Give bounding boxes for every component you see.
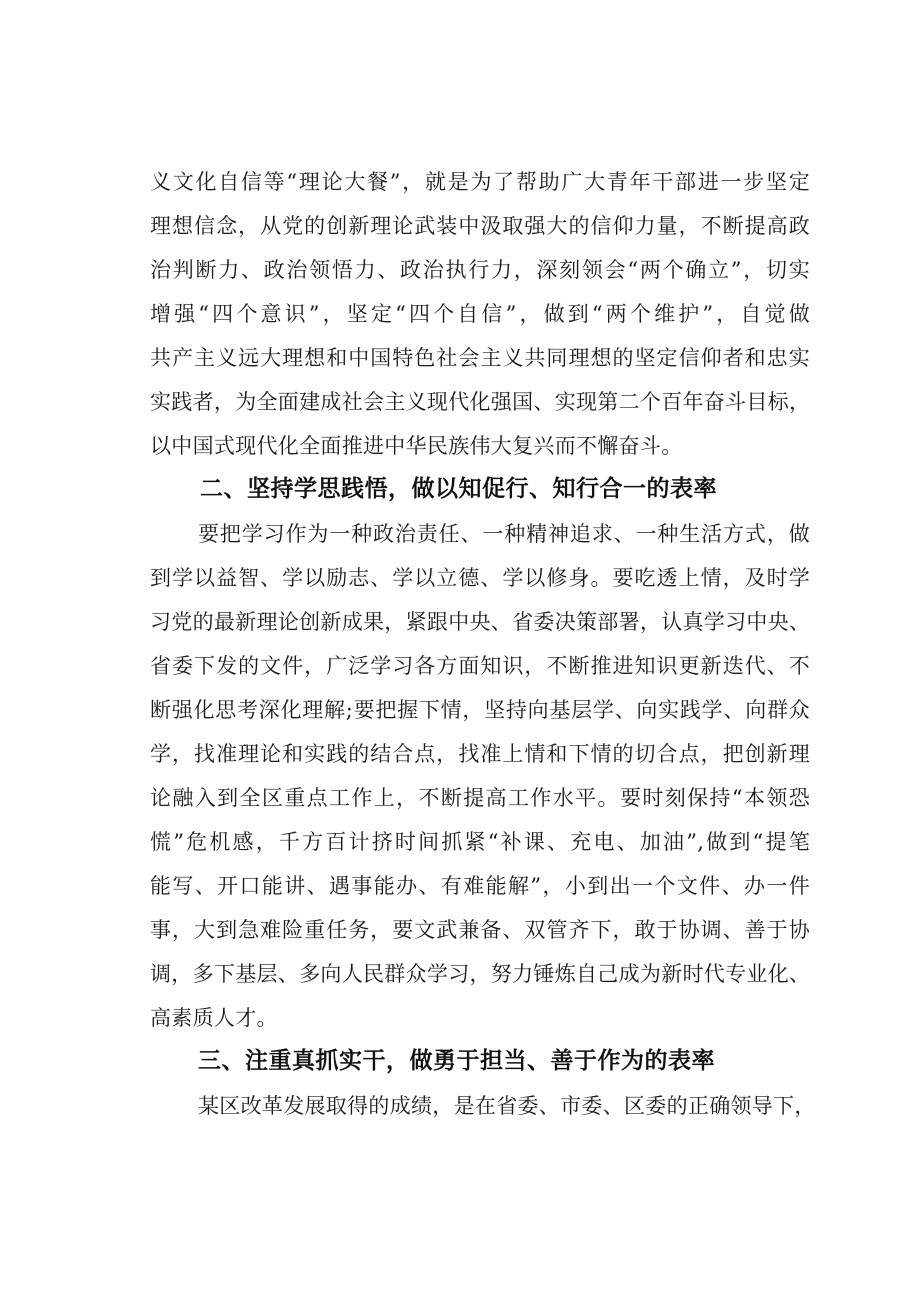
paragraph-line: 省委下发的文件，广泛学习各方面知识，不断推进知识更新迭代、不 bbox=[150, 654, 810, 678]
paragraph-line: 高素质人才。 bbox=[150, 1006, 278, 1030]
section-heading-3: 三、注重真抓实干，做勇于担当、善于作为的表率 bbox=[198, 1048, 715, 1074]
paragraph-line: 能写、开口能讲、遇事能办、有难能解”，小到出一个文件、办一件 bbox=[150, 874, 810, 898]
paragraph-line: 断强化思考深化理解;要把握下情，坚持向基层学、向实践学、向群众 bbox=[150, 698, 810, 722]
paragraph-line: 调，多下基层、多向人民群众学习，努力锤炼自己成为新时代专业化、 bbox=[150, 962, 811, 986]
paragraph-line: 治判断力、政治领悟力、政治执行力，深刻领会“两个确立”，切实 bbox=[150, 258, 810, 282]
paragraph-line: 增强“四个意识”，坚定“四个自信”，做到“两个维护”，自觉做 bbox=[150, 302, 810, 326]
section-heading-2: 二、坚持学思践悟，做以知促行、知行合一的表率 bbox=[200, 476, 717, 502]
paragraph-line: 事，大到急难险重任务，要文武兼备、双管齐下，敢于协调、善于协 bbox=[150, 918, 810, 942]
paragraph-line: 共产主义远大理想和中国特色社会主义共同理想的坚定信仰者和忠实 bbox=[150, 346, 810, 370]
paragraph-line: 义文化自信等“理论大餐”，就是为了帮助广大青年干部进一步坚定 bbox=[150, 170, 810, 194]
paragraph-line: 以中国式现代化全面推进中华民族伟大复兴而不懈奋斗。 bbox=[150, 434, 683, 458]
paragraph-line: 慌”危机感，千方百计挤时间抓紧“补课、充电、加油”,做到“提笔 bbox=[150, 830, 810, 854]
paragraph-line: 习党的最新理论创新成果，紧跟中央、省委决策部署，认真学习中央、 bbox=[150, 610, 811, 634]
paragraph-line: 论融入到全区重点工作上，不断提高工作水平。要时刻保持“本领恐 bbox=[150, 786, 810, 810]
paragraph-line: 理想信念，从党的创新理论武装中汲取强大的信仰力量，不断提高政 bbox=[150, 214, 810, 238]
paragraph-line: 要把学习作为一种政治责任、一种精神追求、一种生活方式，做 bbox=[198, 522, 810, 546]
paragraph-line: 到学以益智、学以励志、学以立德、学以修身。要吃透上情，及时学 bbox=[150, 566, 810, 590]
paragraph-line: 实践者，为全面建成社会主义现代化强国、实现第二个百年奋斗目标， bbox=[150, 390, 811, 414]
paragraph-line: 学，找准理论和实践的结合点，找准上情和下情的切合点，把创新理 bbox=[150, 742, 810, 766]
paragraph-line: 某区改革发展取得的成绩，是在省委、市委、区委的正确领导下， bbox=[198, 1094, 816, 1118]
